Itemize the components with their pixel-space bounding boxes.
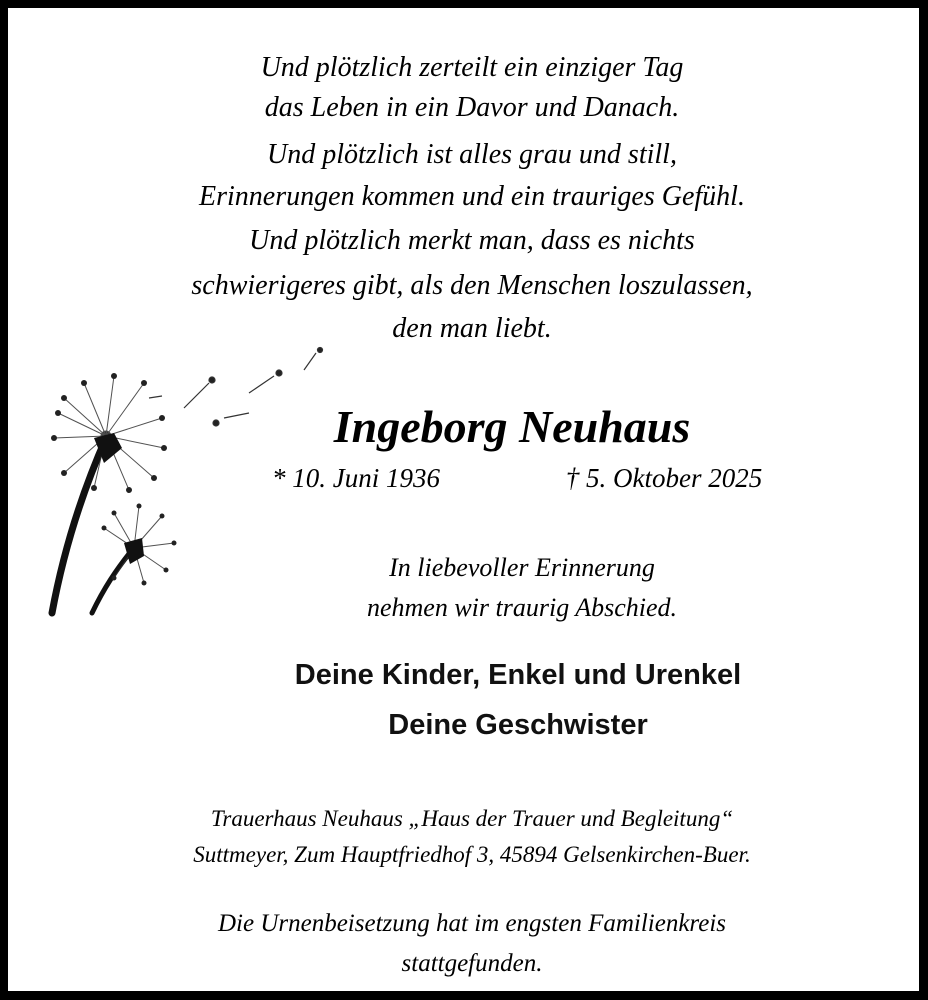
poem-line: das Leben in ein Davor und Danach.: [264, 92, 680, 123]
memory-line: nehmen wir traurig Abschied.: [366, 593, 678, 622]
poem-line: schwierigeres gibt, als den Menschen loszulassen,: [191, 270, 753, 301]
poem-line: Und plötzlich merkt man, dass es nichts: [249, 225, 695, 256]
poem-line: den man liebt.: [392, 313, 552, 344]
deceased-name: Ingeborg Neuhaus: [333, 401, 691, 452]
funeral-home-line: Trauerhaus Neuhaus „Haus der Trauer und Begleitung“: [210, 806, 734, 831]
birth-date: * 10. Juni 1936: [272, 463, 440, 493]
memory-line: In liebevoller Erinnerung: [389, 553, 655, 582]
mourners-line: Deine Kinder, Enkel und Urenkel: [294, 659, 742, 691]
funeral-home-address: Suttmeyer, Zum Hauptfriedhof 3, 45894 Gelsenkirchen-Buer.: [193, 842, 751, 867]
poem-line: Und plötzlich ist alles grau und still,: [267, 139, 677, 170]
burial-note-line: stattgefunden.: [401, 950, 543, 977]
poem-line: Und plötzlich zerteilt ein einziger Tag: [260, 52, 684, 83]
mourners-line: Deine Geschwister: [388, 709, 648, 741]
death-date: † 5. Oktober 2025: [565, 463, 763, 493]
burial-note-line: Die Urnenbeisetzung hat im engsten Familienkreis: [217, 910, 726, 937]
poem-line: Erinnerungen kommen und ein trauriges Gefühl.: [199, 181, 745, 212]
